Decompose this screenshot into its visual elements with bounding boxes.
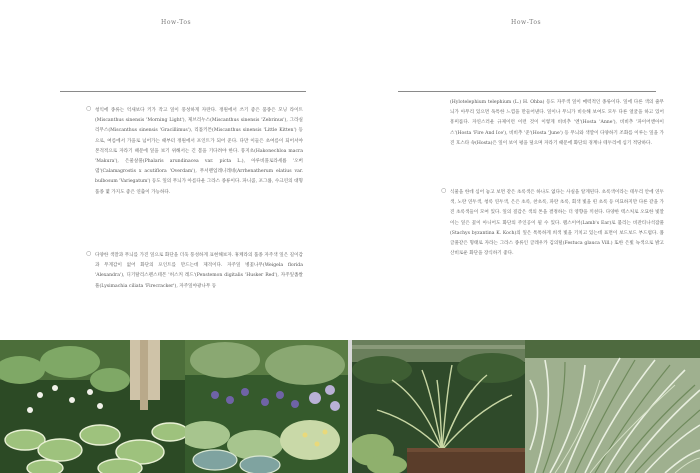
- header-rule-left: [60, 91, 306, 92]
- garden-photo-variegated-grass: [525, 340, 700, 473]
- bullet-marker: ○: [86, 250, 92, 257]
- right-page: [350, 0, 700, 340]
- running-head-left: How-Tos: [161, 19, 192, 26]
- bullet-marker: ○: [441, 187, 447, 194]
- garden-photo-border: [185, 340, 348, 473]
- garden-photo-grasses-planter: [352, 340, 525, 473]
- garden-photo-hostas: [0, 340, 185, 473]
- bullet-marker: ○: [86, 105, 92, 112]
- spread-gutter-shadow: [348, 340, 352, 473]
- body-paragraph-left-1: 청익에 종류는 억새보다 키가 작고 잎이 풍성하게 자란다. 정원에서 쓰기 좋은 품종은 모닝 라이트(Miscanthus sinensis 'Morning Light'), 제브리누스(Miscanthus sinensis 'Zebrinus'), 그라실리무스(Miscanthus sinensis 'Gracillimus'), 리틀키튼(Miscanthus sinensis 'Little Kitten') 등으로, 여름에서 가을로 넘어가는 때부터 정원에서 포인트가 되어 준다. 다만 이들은 초여름이 되어서야 본격적으로 자라기 때문에 잎을 보기 위해서는 긴 봄을 기다려야 한다. 풍지초(Hakonechloa macra 'Makura'), 은물살풀(Phalaris arundinacea var. picta L.), 아루비플로라세륨 '오버댐'(Calamagrostis x acutiflora 'Overdam'), 무서렌업레니레네(Arrhenatherum elatius var. bulbosum 'Variegatum') 등도 잎의 무늬가 아름다운 그라스 종류이다. 파니콤, 포그룹, 수크린의 대형 품종 몇 가지도 좋은 연출이 가능하다.: [95, 108, 303, 195]
- body-paragraph-left-2: 다양한 색깔과 무늬를 가진 잎으로 화단을 더욱 풍성하게 표현해보자. 휴케라의 품종 자주색 잎은 길이감과 무게감이 없어 화단의 포인트를 만드는데 제격이다. 자주잎 병꽃나무(Weigela florida 'Alexandra'), 디기탈리스펜스테몬 '허스커 레드'(Penstemon digitalis 'Husker Red'), 자주잎좁쌀풀(Lysimachia ciliata 'Firecracker'), 자주잎야광나무 등: [95, 253, 303, 289]
- photo-strip: [0, 340, 700, 473]
- header-rule-right: [398, 91, 656, 92]
- body-paragraph-right-1: (Hylotelephium telephium (L.) H. Ohba) 등도 자주색 잎이 매력적인 종류이다. 잎에 다른 색의 줄무늬가 아무리 있으면 독특한 느낌을 만들어낸다. 잎이나 무늬가 비슷해 보여도 모두 다른 얼굴을 하고 있어 흥미롭다. 자연스러운 규제이런 이런 것이 이렇게 비비추 '엔'(Hosta 'Anne'), 비비추 '파이어앤아이스'(Hosta 'Fire And Ice'), 비비추 '준'(Hosta 'June') 등 무늬와 색깔이 다양하기 조화를 이루는 잎을 가진 호스타 속(Hosta)은 잎이 보이 평을 덮으며 자라기 때문에 화단의 경계나 테두리에 심기 적당하다.: [450, 100, 664, 146]
- body-paragraph-right-2: 식물을 한데 심어 놓고 보면 같은 초록색은 하나도 없다는 사실을 알게된다. 초록색이라는 테두리 안에 연두색, 노란 연두색, 청록 연두색, 은은 초록, 찬초록, 파란 초록, 회색 빛을 띤 초록 등 미묘하지만 다른 같을 가진 초록색들이 모여 있다. 잎의 질감은 색의 톤을 결정하는 더 영향을 끼친다. 다양한 텍스처로 오묘한 빛깔 이는 잎은 꽃이 아니어도 화단의 주인공이 될 수 있다. 램스이어(Lamb's Ear)로 불리는 비잔티나석잠풀(Stachys byzantina K. Koch)의 잎은 톡톡하게 희색 빛을 기치고 있는데 표면이 보드보드 부드럽다. 퓸글풀같은 형태로 자라는 그라스 종류인 글레우카 김의털(Festuca glauca Vill.) 또한 은빛 녹색으로 밝고 산비로운 화단을 장식하기 좋다.: [450, 190, 664, 257]
- left-page: [0, 0, 350, 340]
- running-head-right: How-Tos: [511, 19, 542, 26]
